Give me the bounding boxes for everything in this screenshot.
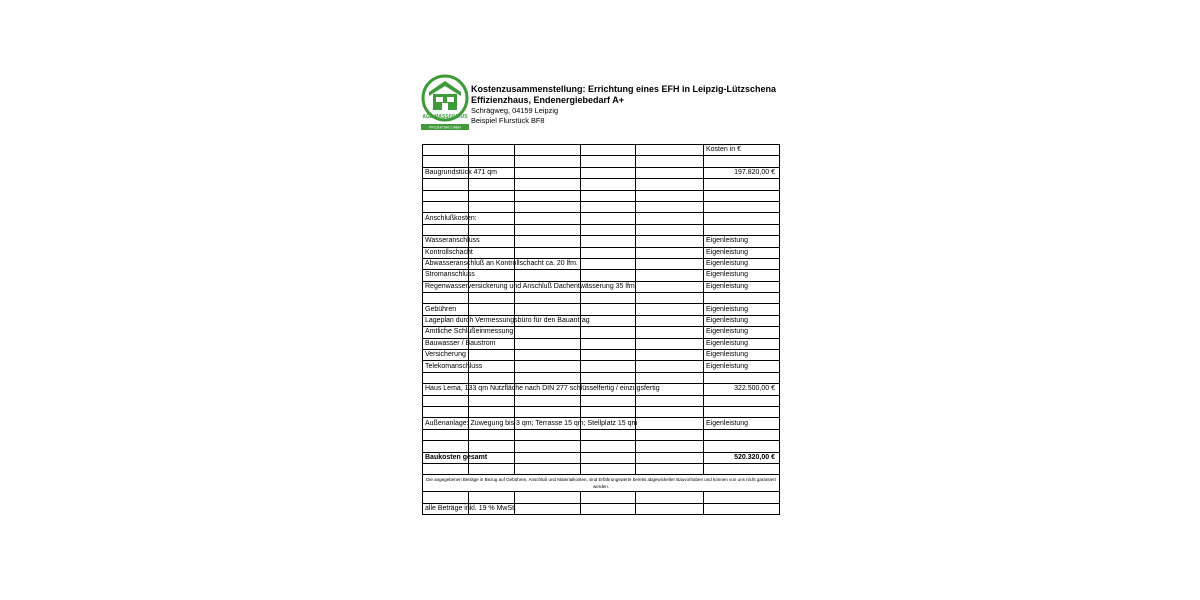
table-cell [515,156,581,167]
row-value [704,463,780,474]
row-value [704,213,780,224]
table-row [423,258,780,269]
table-cell [581,338,636,349]
table-cell [581,452,636,463]
table-cell [581,503,636,514]
table-cell [581,327,636,338]
row-label [423,201,469,212]
row-value: Eigenleistung [704,350,780,361]
row-label: Regenwasserversickerung und Anschluß Dachentwässerung 35 lfm. [423,281,469,292]
table-cell [469,406,515,417]
row-value: Eigenleistung [704,304,780,315]
table-row [423,372,780,383]
table-cell [515,338,581,349]
row-label [423,372,469,383]
table-cell [469,441,515,452]
table-cell [581,270,636,281]
row-value: Eigenleistung [704,338,780,349]
table-row [423,492,780,503]
row-value: Eigenleistung [704,315,780,326]
table-row [423,406,780,417]
row-label [423,156,469,167]
row-value [704,492,780,503]
table-cell [636,350,704,361]
row-label: Versicherung [423,350,469,361]
row-label: Außenanlage: Zuwegung bis 3 qm; Terrasse 15 qm; Stellplatz 15 qm [423,418,469,429]
table-cell [581,179,636,190]
row-value [704,406,780,417]
company-logo [421,74,469,132]
table-cell [469,492,515,503]
row-label [423,463,469,474]
row-label [423,406,469,417]
row-label [423,441,469,452]
row-value [704,441,780,452]
table-cell [636,406,704,417]
table-cell [581,156,636,167]
table-row [423,167,780,178]
table-cell [423,145,469,156]
table-cell [581,247,636,258]
table-cell [636,167,704,178]
table-cell [515,406,581,417]
table-cell [581,213,636,224]
table-row [423,213,780,224]
row-label [423,190,469,201]
table-cell [515,441,581,452]
row-value: Eigenleistung [704,247,780,258]
table-cell [581,224,636,235]
table-cell [581,293,636,304]
table-row [423,201,780,212]
row-value: 322.500,00 € [704,384,780,395]
table-cell [636,327,704,338]
table-cell [636,338,704,349]
table-cell [469,156,515,167]
table-row [423,179,780,190]
table-cell [636,156,704,167]
table-row [423,452,780,463]
table-row [423,350,780,361]
row-value: Eigenleistung [704,327,780,338]
table-cell [581,190,636,201]
table-cell [469,247,515,258]
row-value: Eigenleistung [704,270,780,281]
row-value: Eigenleistung [704,258,780,269]
table-row [423,327,780,338]
table-cell [469,145,515,156]
table-row [423,270,780,281]
table-cell [515,236,581,247]
table-cell [636,145,704,156]
row-label: Abwasseranschluß an Kontrollschacht ca. 20 lfm. [423,258,469,269]
table-cell [515,492,581,503]
table-cell [636,224,704,235]
row-value: Eigenleistung [704,361,780,372]
row-value: Eigenleistung [704,236,780,247]
row-value: 197.820,00 € [704,167,780,178]
table-row [423,361,780,372]
table-cell [515,429,581,440]
table-cell [636,395,704,406]
row-value [704,293,780,304]
table-row [423,156,780,167]
disclaimer-note: Die angegebenen Beträge in Bezug auf Gebühren, Anschluß und Materialkosten, sind Erfahrungswerte bereits abgewickelter Bauvorhaben und können von uns nicht garantiert werden. [423,475,780,492]
row-value: Eigenleistung [704,418,780,429]
table-cell [581,492,636,503]
table-cell [636,304,704,315]
table-cell [515,201,581,212]
table-cell [636,503,704,514]
row-label: Bauwasser / Baustrom [423,338,469,349]
table-cell [515,167,581,178]
table-cell [581,429,636,440]
table-cell [469,372,515,383]
row-label: Baukosten gesamt [423,452,469,463]
row-value [704,224,780,235]
row-label: Baugrundstück 471 qm [423,167,469,178]
cost-table [422,144,780,515]
table-row [423,190,780,201]
table-cell [636,361,704,372]
table-cell [581,441,636,452]
table-cell [581,258,636,269]
row-label [423,429,469,440]
table-cell [515,452,581,463]
table-row [423,247,780,258]
table-cell [636,441,704,452]
table-row [423,236,780,247]
table-cell [581,372,636,383]
table-cell [581,350,636,361]
row-label [423,492,469,503]
table-cell [515,145,581,156]
address-line: Schrägweg, 04159 Leipzig [471,106,559,115]
table-row [423,395,780,406]
table-header-row [423,145,780,156]
document-title-line2: Effizienzhaus, Endenergiebedarf A+ [471,95,624,105]
table-cell [515,224,581,235]
row-value [704,179,780,190]
table-cell [469,270,515,281]
table-row [423,384,780,395]
table-cell [469,190,515,201]
table-cell [636,492,704,503]
table-row [423,429,780,440]
row-value [704,156,780,167]
table-row [423,304,780,315]
table-cell [515,247,581,258]
table-cell [636,293,704,304]
table-cell [469,395,515,406]
table-cell [581,236,636,247]
table-cell [515,372,581,383]
table-cell [636,201,704,212]
column-header-costs: Kosten in € [704,145,780,156]
table-cell [469,224,515,235]
table-cell [636,236,704,247]
table-cell [581,167,636,178]
row-label: Amtliche Schlußeinmessung [423,327,469,338]
document-title-line1: Kostenzusammenstellung: Errichtung eines EFH in Leipzig-Lützschena [471,84,777,94]
table-cell [636,281,704,292]
table-cell [515,304,581,315]
row-label [423,224,469,235]
table-cell [515,395,581,406]
row-label [423,395,469,406]
logo-tagline-text: PROJEKTBAU GMBH [429,125,461,130]
table-cell [469,429,515,440]
table-row [423,281,780,292]
table-cell [515,361,581,372]
table-cell [581,395,636,406]
table-cell [636,190,704,201]
row-value: Eigenleistung [704,281,780,292]
row-label: Haus Lema, 133 qm Nutzfläche nach DIN 277 schlüsselfertig / einzugsfertig [423,384,469,395]
row-value [704,190,780,201]
table-cell [469,201,515,212]
table-cell [581,201,636,212]
table-cell [469,463,515,474]
table-row [423,418,780,429]
table-row [423,463,780,474]
row-label: Gebühren [423,304,469,315]
table-cell [515,327,581,338]
table-cell [636,418,704,429]
table-cell [515,190,581,201]
table-cell [581,361,636,372]
row-value [704,429,780,440]
table-cell [581,463,636,474]
footer-row [423,503,780,514]
table-row [423,293,780,304]
table-cell [636,372,704,383]
table-cell [704,503,780,514]
table-row [423,338,780,349]
table-cell [636,315,704,326]
row-label: Anschlußkosten: [423,213,469,224]
vat-footer-note: alle Beträge inkl. 19 % MwSt. [423,503,469,514]
row-label [423,293,469,304]
row-label: Telekomanschluss [423,361,469,372]
table-cell [515,213,581,224]
row-value [704,201,780,212]
row-value [704,372,780,383]
row-label: Stromanschluss [423,270,469,281]
table-cell [469,304,515,315]
table-cell [636,429,704,440]
table-cell [515,350,581,361]
table-cell [636,258,704,269]
table-cell [636,247,704,258]
table-cell [636,270,704,281]
table-cell [469,179,515,190]
row-label: Lageplan durch Vermessungsbüro für den Bauantrag [423,315,469,326]
table-cell [469,350,515,361]
table-row [423,315,780,326]
table-cell [469,293,515,304]
table-row [423,441,780,452]
table-cell [636,179,704,190]
table-cell [515,179,581,190]
table-cell [515,503,581,514]
table-cell [581,406,636,417]
row-value [704,395,780,406]
table-cell [636,213,704,224]
table-cell [636,463,704,474]
table-cell [636,452,704,463]
logo-brand-text: AGL MASSIVHAUS [422,114,468,120]
table-cell [581,145,636,156]
row-value: 520.320,00 € [704,452,780,463]
table-row [423,224,780,235]
plot-line: Beispiel Flurstück BF8 [471,115,545,125]
row-label: Kontrollschacht [423,247,469,258]
row-label: Wasseranschluss [423,236,469,247]
table-cell [515,270,581,281]
table-cell [515,293,581,304]
row-label [423,179,469,190]
table-cell [581,304,636,315]
table-cell [515,463,581,474]
note-row [423,475,780,492]
document-header [471,84,811,125]
